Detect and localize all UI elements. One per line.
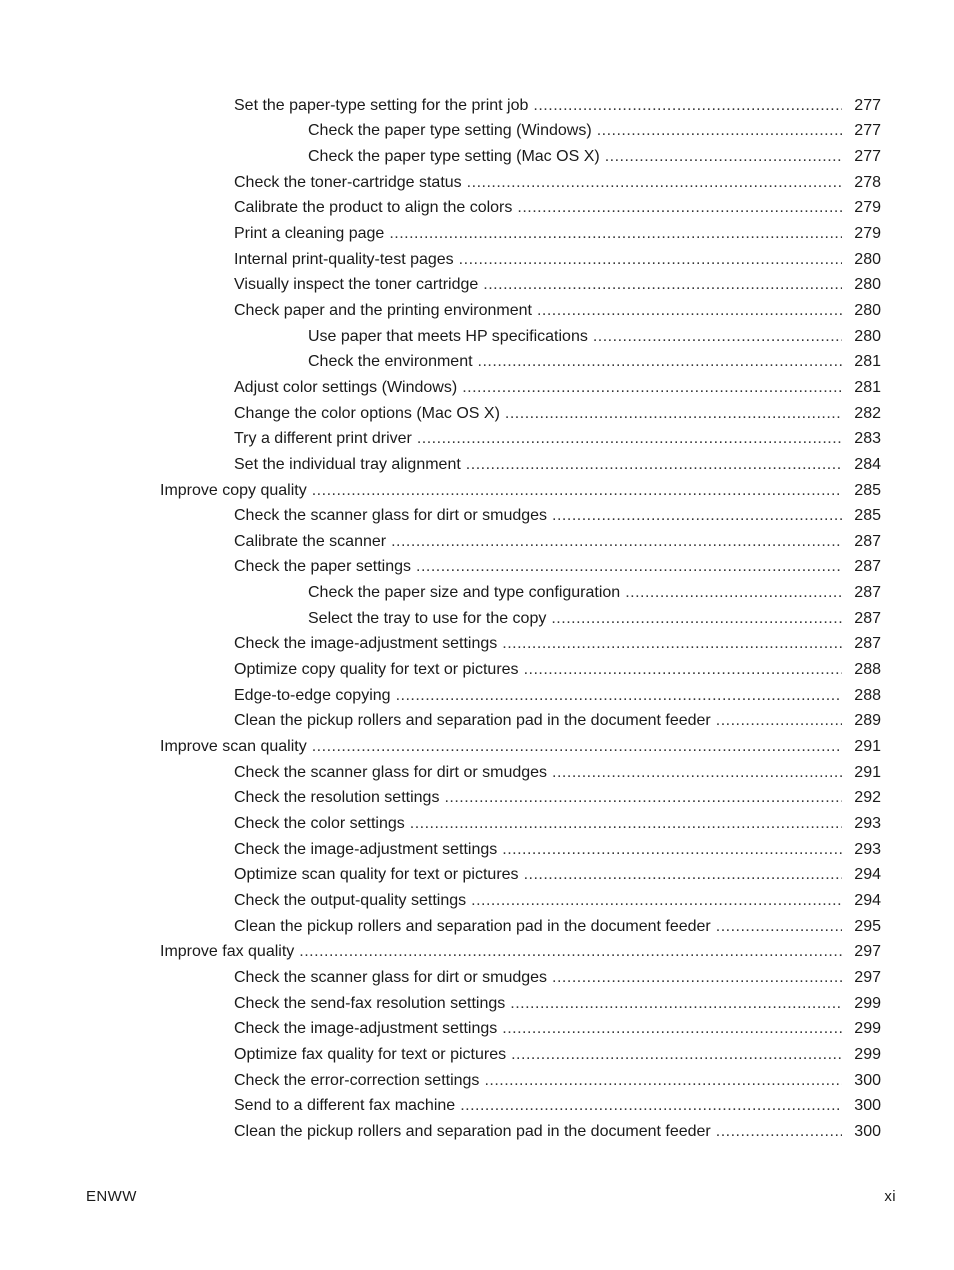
toc-entry[interactable] bbox=[0, 297, 954, 323]
toc-dot-leader bbox=[552, 506, 842, 526]
toc-dot-leader bbox=[462, 378, 842, 398]
toc-entry[interactable] bbox=[0, 887, 954, 913]
toc-entry-page-number: 280 bbox=[854, 276, 881, 294]
toc-dot-leader bbox=[467, 173, 842, 193]
toc-dot-leader bbox=[502, 634, 842, 654]
toc-entry[interactable] bbox=[0, 220, 954, 246]
toc-entry-title: Select the tray to use for the copy bbox=[308, 609, 547, 627]
toc-entry[interactable] bbox=[0, 503, 954, 529]
toc-dot-leader bbox=[466, 455, 842, 475]
toc-dot-leader bbox=[552, 763, 842, 783]
toc-entry[interactable] bbox=[0, 708, 954, 734]
toc-entry-page-number: 280 bbox=[854, 250, 881, 268]
toc-entry-title: Improve scan quality bbox=[160, 738, 307, 756]
toc-entry-page-number: 295 bbox=[854, 917, 881, 935]
toc-entry-title: Check the environment bbox=[308, 353, 473, 371]
toc-dot-leader bbox=[478, 352, 842, 372]
toc-entry-page-number: 287 bbox=[854, 635, 881, 653]
toc-entry-title: Set the individual tray alignment bbox=[234, 455, 461, 473]
toc-dot-leader bbox=[510, 994, 842, 1014]
toc-entry-page-number: 284 bbox=[854, 455, 881, 473]
toc-entry-page-number: 278 bbox=[854, 173, 881, 191]
toc-entry[interactable] bbox=[0, 1118, 954, 1144]
toc-entry-title: Clean the pickup rollers and separation pad in the document feeder bbox=[234, 917, 711, 935]
toc-dot-leader bbox=[459, 250, 842, 270]
toc-entry-title: Check the send-fax resolution settings bbox=[234, 994, 506, 1012]
toc-dot-leader bbox=[444, 788, 842, 808]
toc-entry-title: Improve fax quality bbox=[160, 943, 295, 961]
toc-entry-page-number: 297 bbox=[854, 943, 881, 961]
toc-entry-page-number: 277 bbox=[854, 147, 881, 165]
toc-entry[interactable] bbox=[0, 374, 954, 400]
toc-entry[interactable] bbox=[0, 143, 954, 169]
page-footer bbox=[86, 1188, 896, 1205]
toc-dot-leader bbox=[391, 532, 842, 552]
toc-entry-page-number: 287 bbox=[854, 532, 881, 550]
toc-entry[interactable] bbox=[0, 579, 954, 605]
toc-entry-page-number: 285 bbox=[854, 507, 881, 525]
toc-entry-page-number: 279 bbox=[854, 199, 881, 217]
toc-entry-title: Check the toner-cartridge status bbox=[234, 173, 462, 191]
toc-dot-leader bbox=[597, 121, 842, 141]
toc-dot-leader bbox=[502, 1019, 842, 1039]
toc-entry-title: Check the error-correction settings bbox=[234, 1071, 480, 1089]
toc-dot-leader bbox=[537, 301, 842, 321]
toc-entry-title: Edge-to-edge copying bbox=[234, 686, 391, 704]
toc-entry[interactable] bbox=[0, 785, 954, 811]
toc-entry[interactable] bbox=[0, 682, 954, 708]
toc-entry-page-number: 297 bbox=[854, 968, 881, 986]
toc-dot-leader bbox=[524, 865, 842, 885]
toc-entry[interactable] bbox=[0, 862, 954, 888]
toc-entry[interactable] bbox=[0, 272, 954, 298]
toc-entry-page-number: 281 bbox=[854, 378, 881, 396]
toc-entry-page-number: 293 bbox=[854, 840, 881, 858]
toc-dot-leader bbox=[460, 1096, 842, 1116]
toc-entry[interactable] bbox=[0, 810, 954, 836]
toc-entry[interactable] bbox=[0, 1093, 954, 1119]
toc-entry-title: Check the paper type setting (Mac OS X) bbox=[308, 147, 600, 165]
toc-entry-title: Check the image-adjustment settings bbox=[234, 635, 498, 653]
page-number: xi bbox=[884, 1188, 896, 1205]
toc-dot-leader bbox=[551, 609, 842, 629]
toc-entry[interactable] bbox=[0, 605, 954, 631]
toc-entry-title: Set the paper-type setting for the print job bbox=[234, 96, 529, 114]
toc-entry[interactable] bbox=[0, 349, 954, 375]
toc-dot-leader bbox=[299, 942, 842, 962]
toc-dot-leader bbox=[625, 583, 842, 603]
toc-entry-title: Print a cleaning page bbox=[234, 224, 385, 242]
toc-dot-leader bbox=[605, 147, 842, 167]
footer-locale-code: ENWW bbox=[86, 1188, 137, 1205]
toc-entry[interactable] bbox=[0, 656, 954, 682]
toc-entry-page-number: 292 bbox=[854, 789, 881, 807]
toc-dot-leader bbox=[716, 1122, 842, 1142]
toc-entry[interactable] bbox=[0, 92, 954, 118]
toc-entry[interactable] bbox=[0, 1067, 954, 1093]
toc-entry[interactable] bbox=[0, 1016, 954, 1042]
toc-entry[interactable] bbox=[0, 528, 954, 554]
toc-entry-title: Optimize scan quality for text or pictures bbox=[234, 866, 519, 884]
toc-entry-page-number: 300 bbox=[854, 1071, 881, 1089]
toc-entry-title: Check the scanner glass for dirt or smudges bbox=[234, 968, 548, 986]
toc-dot-leader bbox=[389, 224, 842, 244]
toc-entry-title: Change the color options (Mac OS X) bbox=[234, 404, 500, 422]
toc-dot-leader bbox=[533, 96, 842, 116]
toc-entry-page-number: 277 bbox=[854, 122, 881, 140]
toc-dot-leader bbox=[505, 404, 842, 424]
toc-entry-page-number: 299 bbox=[854, 1045, 881, 1063]
toc-dot-leader bbox=[312, 481, 842, 501]
toc-entry[interactable] bbox=[0, 733, 954, 759]
toc-dot-leader bbox=[716, 711, 842, 731]
toc-entry-page-number: 287 bbox=[854, 558, 881, 576]
toc-dot-leader bbox=[593, 327, 842, 347]
toc-entry-page-number: 293 bbox=[854, 815, 881, 833]
toc-entry-page-number: 287 bbox=[854, 584, 881, 602]
toc-entry-title: Calibrate the scanner bbox=[234, 532, 387, 550]
toc-entry-title: Clean the pickup rollers and separation pad in the document feeder bbox=[234, 1122, 711, 1140]
toc-entry-page-number: 287 bbox=[854, 609, 881, 627]
toc-entry-title: Clean the pickup rollers and separation pad in the document feeder bbox=[234, 712, 711, 730]
toc-entry[interactable] bbox=[0, 426, 954, 452]
toc-entry[interactable] bbox=[0, 836, 954, 862]
toc-entry-title: Check the image-adjustment settings bbox=[234, 1020, 498, 1038]
toc-entry-page-number: 282 bbox=[854, 404, 881, 422]
toc-dot-leader bbox=[484, 1071, 842, 1091]
toc-entry-title: Adjust color settings (Windows) bbox=[234, 378, 458, 396]
toc-entry[interactable] bbox=[0, 195, 954, 221]
toc-entry-title: Optimize fax quality for text or pictures bbox=[234, 1045, 507, 1063]
toc-entry-title: Optimize copy quality for text or pictures bbox=[234, 661, 519, 679]
toc-entry[interactable] bbox=[0, 246, 954, 272]
toc-entry-page-number: 289 bbox=[854, 712, 881, 730]
toc-entry[interactable] bbox=[0, 554, 954, 580]
toc-entry-title: Check the output-quality settings bbox=[234, 892, 467, 909]
toc-entry[interactable] bbox=[0, 990, 954, 1016]
toc-entry-title: Check the paper type setting (Windows) bbox=[308, 122, 592, 140]
toc-entry[interactable] bbox=[0, 451, 954, 477]
toc-entry-page-number: 300 bbox=[854, 1122, 881, 1140]
toc-entry-page-number: 285 bbox=[854, 481, 881, 499]
toc-dot-leader bbox=[396, 686, 842, 706]
toc-dot-leader bbox=[716, 917, 842, 937]
toc-entry[interactable] bbox=[0, 118, 954, 144]
toc-entry-page-number: 291 bbox=[854, 763, 881, 781]
toc-entry-page-number: 299 bbox=[854, 1020, 881, 1038]
toc-dot-leader bbox=[471, 891, 842, 911]
toc-entry-page-number: 279 bbox=[854, 224, 881, 242]
toc-entry-title: Calibrate the product to align the colors bbox=[234, 199, 513, 217]
toc-entry-title: Improve copy quality bbox=[160, 481, 307, 499]
toc-entry-page-number: 280 bbox=[854, 327, 881, 345]
toc-entry-page-number: 291 bbox=[854, 738, 881, 756]
toc-entry-title: Check the scanner glass for dirt or smudges bbox=[234, 507, 548, 525]
toc-entry[interactable] bbox=[0, 631, 954, 657]
toc-entry-page-number: 294 bbox=[854, 892, 881, 909]
toc-dot-leader bbox=[483, 275, 842, 295]
toc-entry-page-number: 277 bbox=[854, 96, 881, 114]
toc-entry[interactable] bbox=[0, 477, 954, 503]
toc-entry-title: Check the scanner glass for dirt or smudges bbox=[234, 763, 548, 781]
toc-entry-title: Use paper that meets HP specifications bbox=[308, 327, 588, 345]
toc-entry-title: Send to a different fax machine bbox=[234, 1097, 456, 1115]
toc-entry-title: Check the paper settings bbox=[234, 558, 411, 576]
toc-dot-leader bbox=[410, 814, 842, 834]
toc-entry-title: Check the image-adjustment settings bbox=[234, 840, 498, 858]
toc-entry-title: Check paper and the printing environment bbox=[234, 301, 532, 319]
toc-dot-leader bbox=[524, 660, 842, 680]
toc-entry-page-number: 299 bbox=[854, 994, 881, 1012]
toc-entry[interactable] bbox=[0, 169, 954, 195]
toc-entry-page-number: 294 bbox=[854, 866, 881, 884]
toc-dot-leader bbox=[517, 198, 842, 218]
toc-dot-leader bbox=[511, 1045, 842, 1065]
toc-entry[interactable] bbox=[0, 913, 954, 939]
toc-entry-title: Check the paper size and type configuration bbox=[308, 584, 621, 602]
toc-entry[interactable] bbox=[0, 400, 954, 426]
toc-entry-page-number: 288 bbox=[854, 686, 881, 704]
toc-entry-title: Check the resolution settings bbox=[234, 789, 440, 807]
toc-entry[interactable] bbox=[0, 939, 954, 965]
toc-entry[interactable] bbox=[0, 759, 954, 785]
toc-entry-page-number: 300 bbox=[854, 1097, 881, 1115]
toc-entry-title: Check the color settings bbox=[234, 815, 405, 833]
toc-dot-leader bbox=[552, 968, 842, 988]
toc-entry[interactable] bbox=[0, 964, 954, 990]
toc-dot-leader bbox=[416, 557, 842, 577]
toc-entry-page-number: 281 bbox=[854, 353, 881, 371]
toc-entry[interactable] bbox=[0, 323, 954, 349]
toc-entry[interactable] bbox=[0, 1041, 954, 1067]
table-of-contents bbox=[0, 92, 954, 1144]
toc-entry-page-number: 280 bbox=[854, 301, 881, 319]
toc-dot-leader bbox=[502, 840, 842, 860]
toc-dot-leader bbox=[417, 429, 842, 449]
toc-entry-title: Try a different print driver bbox=[234, 430, 412, 448]
toc-dot-leader bbox=[312, 737, 842, 757]
toc-entry-title: Visually inspect the toner cartridge bbox=[234, 276, 479, 294]
toc-entry-page-number: 288 bbox=[854, 661, 881, 679]
toc-entry-page-number: 283 bbox=[854, 430, 881, 448]
toc-entry-title: Internal print-quality-test pages bbox=[234, 250, 454, 268]
